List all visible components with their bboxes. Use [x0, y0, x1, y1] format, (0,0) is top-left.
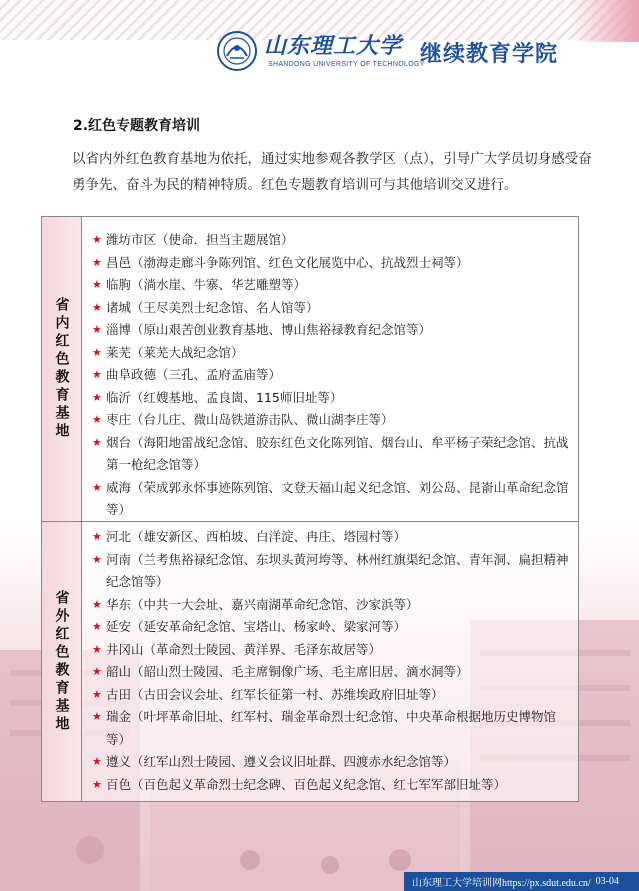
star-icon: ★: [92, 300, 102, 314]
item-detail: （古田会议会址、红军长征第一村、苏维埃政府旧址等）: [131, 686, 444, 702]
item-name: 临沂: [106, 389, 132, 405]
star-icon: ★: [92, 777, 102, 791]
star-icon: ★: [92, 278, 102, 291]
item-detail: （中共一大会址、嘉兴南湖革命纪念馆、沙家浜等）: [131, 596, 419, 612]
item-name: 河北: [106, 529, 132, 544]
group-label-text: 省外红色教育基地: [53, 589, 70, 734]
item-name: 淄博: [106, 322, 132, 337]
list-item: [92, 252, 572, 275]
footer-site-text: 山东理工大学培训网https://px.sdut.edu.cn/: [412, 878, 591, 889]
item-detail: （淌水崖、牛寨、华艺雕塑等）: [131, 277, 307, 292]
star-icon: ★: [92, 323, 102, 336]
list-item: [92, 526, 572, 549]
section-intro: 以省内外红色教育基地为依托，通过实地参观各教学区（点），引导广大学员切身感受奋勇争先、奋斗为民的精神特质。红色专题教育培训可与其他培训交叉进行。: [72, 151, 592, 193]
star-icon: ★: [92, 552, 102, 566]
item-name: 曲阜政德: [106, 367, 157, 382]
item-detail: （王尽美烈士纪念馆、名人馆等）: [131, 299, 319, 315]
item-name: 威海: [106, 479, 132, 495]
list-item: [92, 319, 572, 342]
item-name: 莱芜: [106, 344, 132, 360]
star-icon: ★: [92, 368, 102, 381]
item-detail: （革命烈士陵园、黄洋界、毛泽东故居等）: [143, 641, 382, 657]
list-item: [92, 409, 572, 432]
list-item: [92, 432, 572, 477]
item-detail: （原山艰苦创业教育基地、博山焦裕禄教育纪念馆等）: [131, 322, 432, 337]
item-detail: （红嫂基地、孟良崮、115师旧址等）: [131, 389, 343, 405]
item-name: 河南: [106, 551, 132, 567]
star-icon: ★: [92, 233, 102, 246]
list-item: [92, 594, 572, 617]
list-item: [92, 342, 572, 365]
item-name: 延安: [106, 619, 132, 634]
star-icon: ★: [92, 530, 102, 543]
list-item: [92, 751, 572, 774]
group-label: [42, 522, 82, 801]
item-detail: （三孔、孟府孟庙等）: [156, 367, 282, 382]
star-icon: ★: [92, 413, 102, 426]
list-item: [92, 616, 572, 639]
star-icon: ★: [92, 480, 102, 494]
star-icon: ★: [92, 597, 102, 611]
star-icon: ★: [92, 390, 102, 404]
item-name: 韶山: [106, 664, 132, 679]
item-name: 井冈山: [106, 641, 144, 657]
list-item: [92, 639, 572, 662]
item-name: 百色: [106, 776, 132, 792]
list-item: [92, 549, 572, 594]
list-item: [92, 229, 572, 252]
star-icon: ★: [92, 345, 102, 359]
footer-bar: [404, 872, 639, 891]
list-item: [92, 774, 572, 797]
list-item: [92, 274, 572, 297]
list-item: [92, 706, 572, 751]
item-detail: （莱芜大战纪念馆）: [131, 344, 244, 360]
item-name: 临朐: [106, 277, 132, 292]
item-detail: （延安革命纪念馆、宝塔山、杨家岭、梁家河等）: [131, 619, 407, 634]
page-header: [0, 0, 639, 84]
item-name: 华东: [106, 596, 132, 612]
item-detail: （红军山烈士陵园、遵义会议旧址群、四渡赤水纪念馆等）: [131, 754, 457, 769]
item-detail: （韶山烈士陵园、毛主席铜像广场、毛主席旧居、滴水洞等）: [131, 664, 469, 679]
university-name-english: SHANDONG UNIVERSITY OF TECHNOLOGY: [268, 61, 425, 68]
item-detail: （雄安新区、西柏坡、白洋淀、冉庄、塔园村等）: [131, 529, 407, 544]
star-icon: ★: [92, 665, 102, 678]
star-icon: ★: [92, 710, 102, 723]
list-item: [92, 661, 572, 684]
star-icon: ★: [92, 255, 102, 269]
footer-page-numbers: 03-04: [595, 876, 619, 887]
list-item: [92, 684, 572, 707]
item-name: 诸城: [106, 299, 132, 315]
item-detail: （百色起义革命烈士纪念碑、百色起义纪念馆、红七军军部旧址等）: [131, 776, 507, 792]
item-name: 瑞金: [106, 709, 132, 724]
base-list: [92, 229, 572, 522]
section-heading: 2.红色专题教育培训: [73, 118, 201, 134]
list-item: [92, 477, 572, 522]
item-detail: （台儿庄、微山岛铁道游击队、微山湖李庄等）: [131, 412, 394, 427]
item-detail: （使命．担当主题展馆）: [156, 232, 294, 247]
group-label: [42, 217, 82, 521]
group-in-province: [42, 217, 578, 522]
item-name: 烟台: [106, 434, 132, 450]
group-out-province: [42, 522, 578, 801]
star-icon: ★: [92, 642, 102, 656]
header-corner-accent: [569, 0, 639, 42]
item-detail: （海阳地雷战纪念馆、胶东红色文化陈列馆、烟台山、牟平杨子荣纪念馆、抗战第一枪纪念馆等）: [106, 434, 569, 472]
item-name: 潍坊市区: [106, 232, 157, 247]
item-name: 遵义: [106, 754, 132, 769]
item-detail: （渤海走廊斗争陈列馆、红色文化展览中心、抗战烈士祠等）: [131, 254, 469, 270]
item-name: 昌邑: [106, 254, 132, 270]
item-detail: （叶坪革命旧址、红军村、瑞金革命烈士纪念馆、中央革命根据地历史博物馆等）: [106, 709, 557, 747]
group-label-text: 省内红色教育基地: [53, 297, 70, 441]
list-item: [92, 364, 572, 387]
item-detail: （荣成郭永怀事迹陈列馆、文登天福山起义纪念馆、刘公岛、昆嵛山革命纪念馆等）: [106, 479, 569, 517]
star-icon: ★: [92, 435, 102, 449]
item-name: 古田: [106, 686, 132, 702]
item-name: 枣庄: [106, 412, 132, 427]
item-detail: （兰考焦裕禄纪念馆、东坝头黄河垮等、林州红旗渠纪念馆、青年洞、扁担精神纪念馆等）: [106, 551, 569, 589]
star-icon: ★: [92, 755, 102, 768]
university-name-calligraphy: 山东理工大学: [264, 33, 403, 59]
university-seal-icon: [216, 30, 258, 72]
college-name: 继续教育学院: [420, 42, 559, 67]
star-icon: ★: [92, 687, 102, 701]
list-item: [92, 297, 572, 320]
list-item: [92, 387, 572, 410]
base-list: [92, 526, 572, 796]
star-icon: ★: [92, 620, 102, 633]
education-base-table: [41, 216, 579, 802]
